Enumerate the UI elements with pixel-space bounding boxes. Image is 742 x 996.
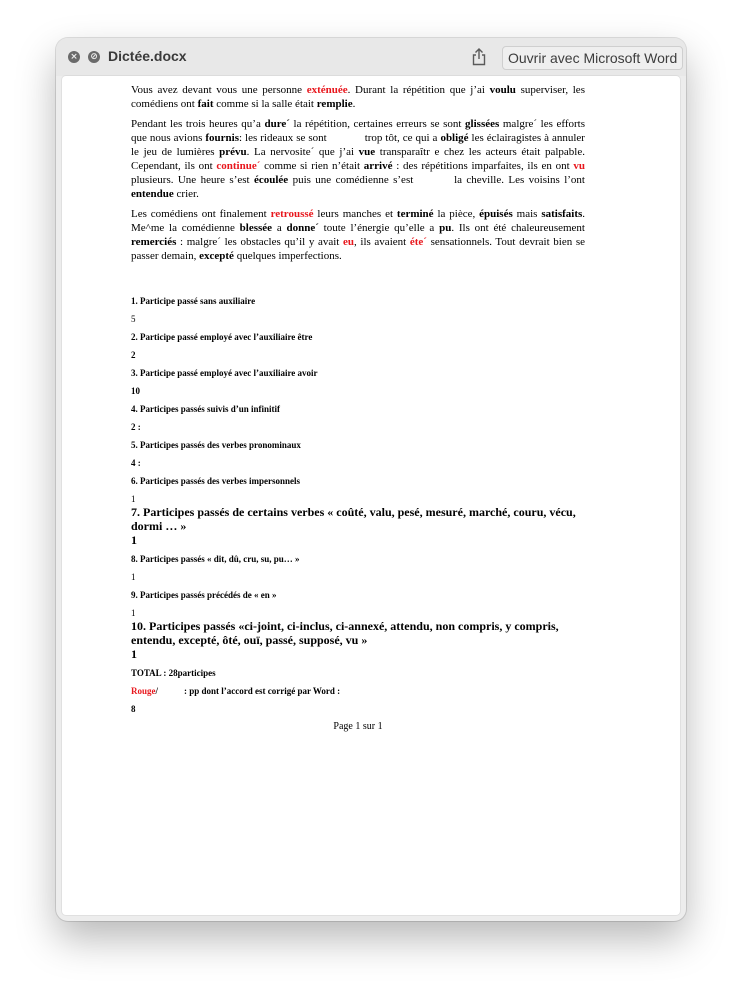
- list-item-question: 7. Participes passés de certains verbes « coûté, valu, pesé, mesuré, marché, couru, vécu, dormi … »: [131, 505, 576, 533]
- list-item-question: 8. Participes passés « dit, dû, cru, su, pu… »: [131, 554, 300, 564]
- list-item-question: 6. Participes passés des verbes impersonnels: [131, 476, 300, 486]
- paragraph-1: Vous avez devant vous une personne exténuée. Durant la répétition que j’ai voulu superviser, les comédiens ont fait comme si la salle était remplie.: [131, 84, 585, 110]
- list-item-answer: 1: [131, 494, 136, 504]
- list-item-answer: 4 :: [131, 458, 141, 468]
- total-line: TOTAL : 28participes: [131, 668, 216, 678]
- close-icon[interactable]: ×: [68, 51, 80, 63]
- list-item-question: 9. Participes passés précédés de « en »: [131, 590, 277, 600]
- open-with-word-button[interactable]: Ouvrir avec Microsoft Word: [502, 46, 683, 70]
- page-number: Page 1 sur 1: [333, 721, 383, 732]
- list-item-answer: 1: [131, 647, 137, 661]
- list-item-answer: 2 :: [131, 422, 141, 432]
- list-item-answer: 10: [131, 386, 140, 396]
- list-item-question: 2. Participe passé employé avec l’auxiliaire être: [131, 332, 313, 342]
- legend-line: Rouge/ : pp dont l’accord est corrigé par Word :: [131, 686, 341, 696]
- legend-red-label: Rouge: [131, 686, 156, 696]
- document-page: [62, 76, 680, 915]
- legend-value: 8: [131, 704, 136, 714]
- minimize-disabled-icon[interactable]: ⊘: [88, 51, 100, 63]
- list-item-question: 3. Participe passé employé avec l’auxiliaire avoir: [131, 368, 318, 378]
- preview-window: [56, 38, 686, 921]
- participle-list: [131, 289, 585, 732]
- list-item-question: 4. Participes passés suivis d’un infinitif: [131, 404, 281, 414]
- list-item-question: 1. Participe passé sans auxiliaire: [131, 296, 256, 306]
- list-item-answer: 1: [131, 608, 136, 618]
- list-item-question: 10. Participes passés «ci-joint, ci-inclus, ci-annexé, attendu, non compris, y compris, entendu, excepté, ôté, ouï, passé, supposé, vu »: [131, 619, 559, 647]
- title-bar: [56, 38, 686, 76]
- paragraph-2: Pendant les trois heures qu’a dure´ la répétition, certaines erreurs se sont glissées malgre´ les efforts que nous avions fournis: les rideaux se sont trop tôt, ce qui a obligé les éclairagistes à annuler le jeu de lumières prévu. La nervosite´ que j’ai vue transparaîtr e chez les acteurs était palpable. Cependant, ils ont continue´ comme si rien n’était arrivé : des répétitions imparfaites, ils en ont vu plusieurs. Une heure s’est écoulée puis une comédienne s’est la cheville. Les voisins l’ont entendue crier.: [131, 118, 585, 200]
- list-item-answer: 5: [131, 314, 136, 324]
- list-item-answer: 2: [131, 350, 136, 360]
- window-title: Dictée.docx: [108, 48, 187, 64]
- list-item-answer: 1: [131, 572, 136, 582]
- paragraph-3: Les comédiens ont finalement retroussé leurs manches et terminé la pièce, épuisés mais satisfaits. Me^me la comédienne blessée a donne´ toute l’énergie qu’elle a pu. Ils ont été chaleureusement remerciés : malgre´ les obstacles qu’il y avait eu, ils avaient éte´ sensationnels. Tout devrait bien se passer demain, excepté quelques imperfections.: [131, 208, 586, 262]
- share-icon[interactable]: [470, 47, 488, 67]
- list-item-question: 5. Participes passés des verbes pronominaux: [131, 440, 301, 450]
- document-content: [131, 83, 585, 742]
- list-item-answer: 1: [131, 533, 137, 547]
